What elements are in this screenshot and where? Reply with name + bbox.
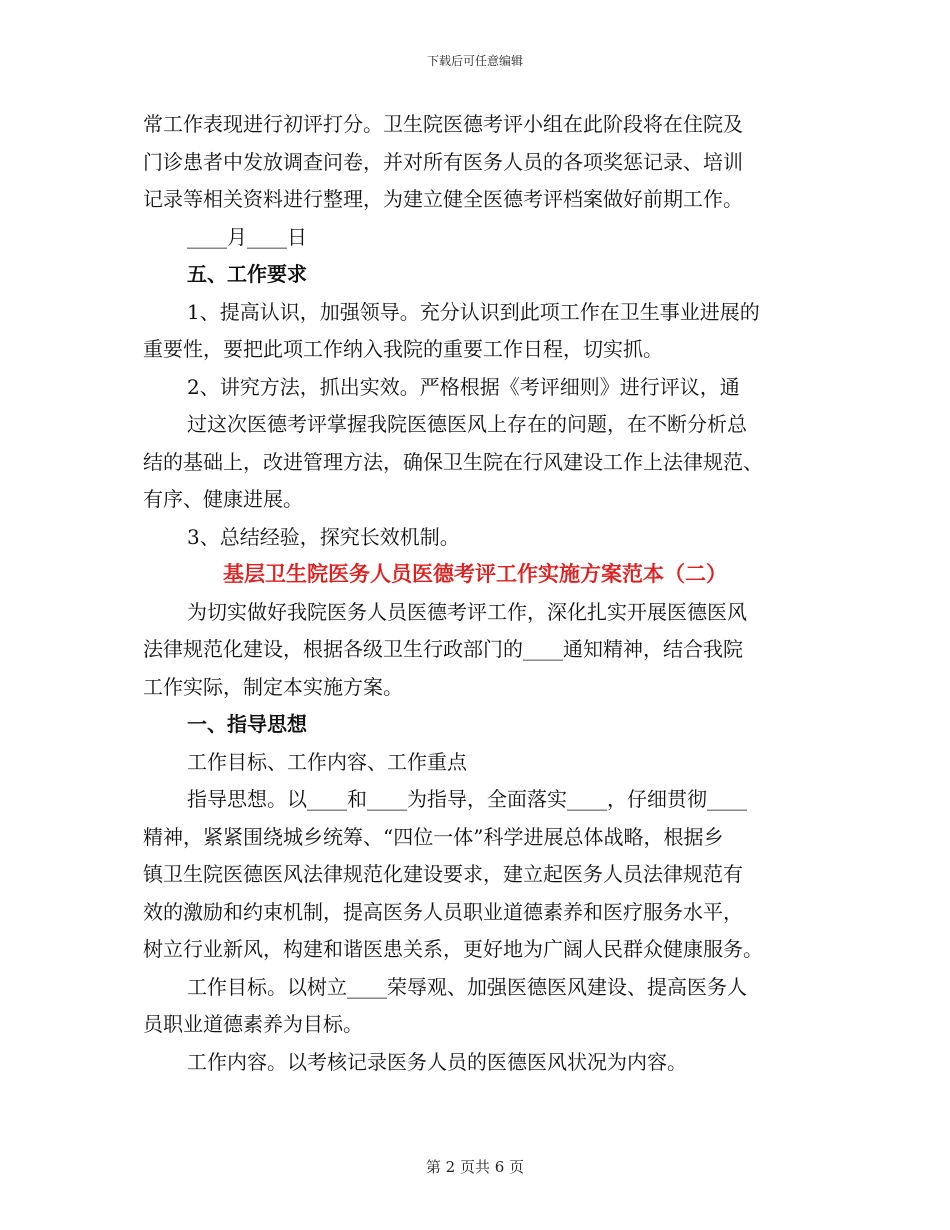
text-line: 过这次医德考评掌握我院医德医风上存在的问题，在不断分析总 bbox=[187, 412, 747, 436]
text-line: 记录等相关资料进行整理，为建立健全医德考评档案做好前期工作。 bbox=[143, 187, 743, 211]
text-line: 2、讲究方法，抓出实效。严格根据《考评细则》进行评议，通 bbox=[187, 374, 740, 399]
text-line: 工作内容。以考核记录医务人员的医德医风状况为内容。 bbox=[187, 1049, 687, 1074]
text-line: 重要性，要把此项工作纳入我院的重要工作日程，切实抓。 bbox=[143, 337, 663, 361]
text-line: 镇卫生院医德医风法律规范化建设要求，建立起医务人员法律规范有 bbox=[143, 862, 743, 886]
document-body bbox=[143, 106, 807, 1081]
section-title: 基层卫生院医务人员医德考评工作实施方案范本（二） bbox=[223, 562, 727, 586]
section-heading: 一、指导思想 bbox=[187, 712, 307, 736]
text-line: 门诊患者中发放调查问卷，并对所有医务人员的各项奖惩记录、培训 bbox=[143, 149, 743, 174]
text-line: 结的基础上，改进管理方法，确保卫生院在行风建设工作上法律规范、 bbox=[143, 449, 763, 474]
text-line: 工作实际，制定本实施方案。 bbox=[143, 674, 403, 699]
text-line: 有序、健康进展。 bbox=[143, 487, 303, 511]
text-line: 3、总结经验，探究长效机制。 bbox=[187, 524, 460, 549]
text-line: 工作目标。以树立____荣辱观、加强医德医风建设、提高医务人 bbox=[187, 974, 747, 999]
text-line: 指导思想。以____和____为指导，全面落实____，仔细贯彻____ bbox=[187, 787, 747, 811]
text-line: 员职业道德素养为目标。 bbox=[143, 1012, 363, 1036]
text-line: 法律规范化建设，根据各级卫生行政部门的____通知精神，结合我院 bbox=[143, 637, 743, 661]
page-footer: 第 2 页共 6 页 bbox=[425, 1158, 525, 1176]
text-line: 精神，紧紧围绕城乡统筹、“四位一体”科学进展总体战略，根据乡 bbox=[143, 824, 724, 849]
text-line: ____月____日 bbox=[187, 224, 307, 249]
text-line: 为切实做好我院医务人员医德考评工作，深化扎实开展医德医风 bbox=[187, 599, 747, 624]
section-heading: 五、工作要求 bbox=[187, 262, 307, 286]
text-line: 1、提高认识，加强领导。充分认识到此项工作在卫生事业进展的 bbox=[187, 299, 760, 324]
text-line: 常工作表现进行初评打分。卫生院医德考评小组在此阶段将在住院及 bbox=[143, 112, 743, 136]
page-header: 下载后可任意编辑 bbox=[426, 54, 523, 68]
text-line: 树立行业新风，构建和谐医患关系，更好地为广阔人民群众健康服务。 bbox=[143, 937, 763, 961]
text-line: 工作目标、工作内容、工作重点 bbox=[187, 749, 467, 774]
text-line: 效的激励和约束机制，提高医务人员职业道德素养和医疗服务水平， bbox=[143, 899, 743, 924]
